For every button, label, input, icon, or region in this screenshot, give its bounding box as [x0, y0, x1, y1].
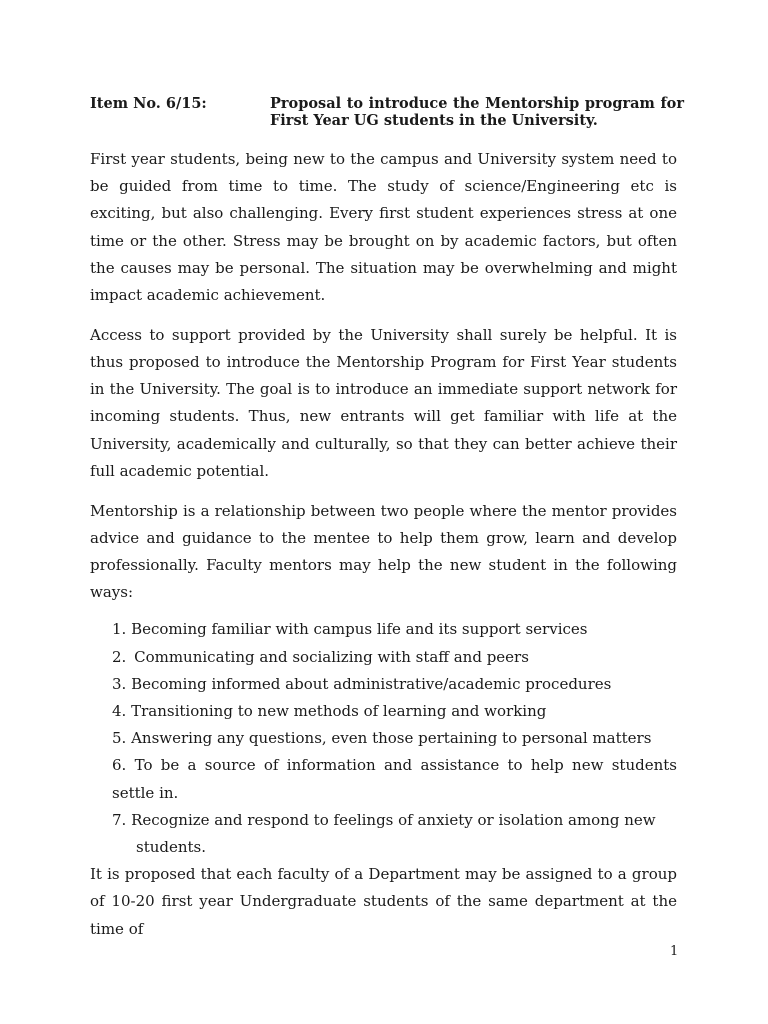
- list-item-number: 6.: [112, 756, 127, 775]
- list-item-text: Becoming informed about administrative/academic procedures: [131, 674, 612, 693]
- list-item-text: To be a source of information and assistance to help new students settle in.: [112, 756, 677, 802]
- list-item: [90, 807, 677, 861]
- item-number: Item No. 6/15:: [90, 95, 207, 112]
- list-item: [90, 725, 677, 752]
- list-item: [90, 698, 677, 725]
- list-item: [90, 644, 677, 671]
- list-item-number: 3.: [112, 674, 127, 693]
- list-item: [90, 671, 677, 698]
- mentor-ways-list: [90, 616, 677, 861]
- paragraph-support: Access to support provided by the University shall surely be helpful. It is thus proposed to introduce the Mentorship Program for First Year students in the University. The goal is to introduce an immediate support network for incoming students. Thus, new entrants will get familiar with life at the University, academically and culturally, so that they can better achieve their full academic potential.: [90, 325, 677, 480]
- list-item-number: 7.: [112, 810, 127, 829]
- list-item: [90, 616, 677, 643]
- list-item-text: Transitioning to new methods of learning and working: [131, 702, 547, 721]
- list-item-text: Recognize and respond to feelings of anxiety or isolation among new: [131, 810, 656, 829]
- item-title: Proposal to introduce the Mentorship program for First Year UG students in the University.: [270, 95, 684, 129]
- document-body: [90, 146, 677, 955]
- list-item-number: 4.: [112, 702, 127, 721]
- list-item-text: Becoming familiar with campus life and its support services: [131, 620, 588, 639]
- list-item-text: Communicating and socializing with staff and peers: [134, 647, 529, 666]
- paragraph-mentorship: Mentorship is a relationship between two people where the mentor provides advice and guidance to the mentee to help them grow, learn and develop professionally. Faculty mentors may help the new student in the following ways:: [90, 501, 677, 602]
- page-number: 1: [670, 944, 679, 959]
- list-item: [90, 752, 677, 806]
- list-item-text: Answering any questions, even those pertaining to personal matters: [131, 729, 652, 748]
- list-item-number: 1.: [112, 620, 127, 639]
- list-item-number: 2.: [112, 647, 127, 666]
- list-item-number: 5.: [112, 729, 127, 748]
- paragraph-intro: First year students, being new to the campus and University system need to be guided from time to time. The study of science/Engineering etc is exciting, but also challenging. Every first student experiences stress at one time or the other. Stress may be brought on by academic factors, but often the causes may be personal. The situation may be overwhelming and might impact academic achievement.: [90, 150, 677, 305]
- list-item-continuation: students.: [136, 838, 207, 857]
- paragraph-closing: It is proposed that each faculty of a Department may be assigned to a group of 10-20 first year Undergraduate students of the same department at the time of: [90, 865, 677, 938]
